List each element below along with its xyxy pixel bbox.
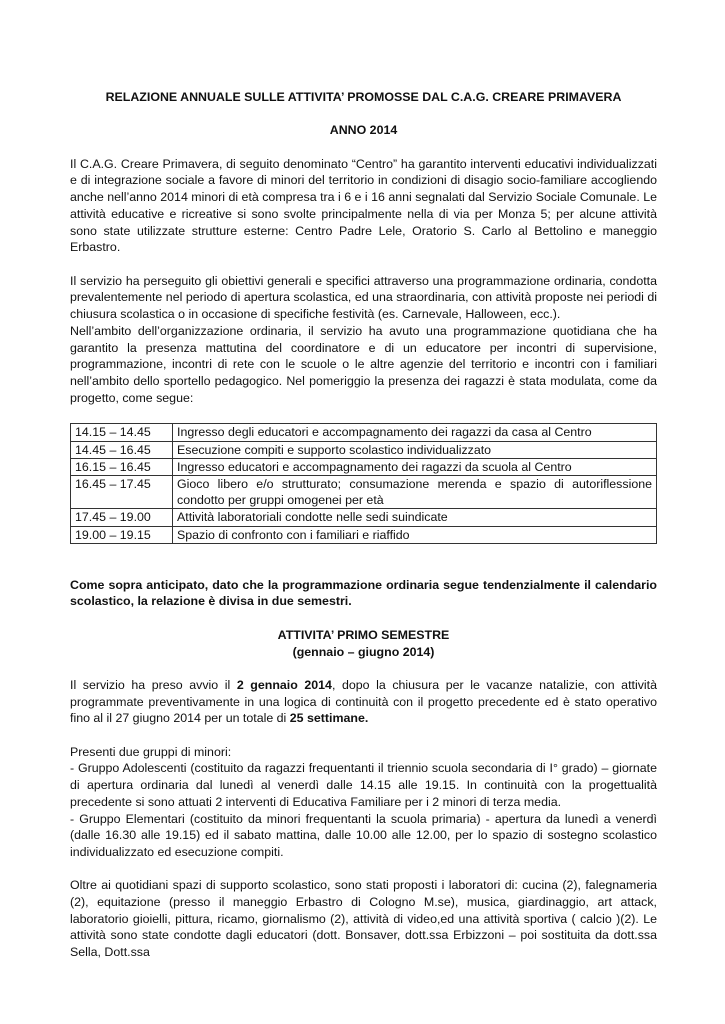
paragraph-start-text-2: , dopo la chiusura per le vacanze natalizie, con attività programmate preventivamente in una logica di continuità con il progetto precedente ed è stato operativo fino al il 27 giugno 2014 per un totale di [70, 677, 657, 726]
paragraph-objectives: Il servizio ha perseguito gli obiettivi generali e specifici attraverso una programmazione ordinaria, condotta prevalentemente nel periodo di apertura scolastica, ed una straordinaria, con attività proposte nei periodi di chiusura scolastica o in occasione di specifiche festività (es. Carnevale, Halloween, ecc.). [70, 273, 657, 322]
paragraph-workshops: Oltre ai quotidiani spazi di supporto scolastico, sono stati proposti i laboratori di: cucina (2), falegnameria (2), equitazione (presso il maneggio Erbastro di Cologno M.se), musica, giardinaggio, art attack, laboratorio gioielli, pittura, ricamo, giornalismo (2), attività di video,ed una attività sportiva ( calcio )(2). Le attività sono state condotte dagli educatori (dott. Bonsaver, dott.ssa Erbizzoni – poi sostituita da dott.ssa Sella, Dott.ssa [70, 878, 657, 960]
document-title: RELAZIONE ANNUALE SULLE ATTIVITA’ PROMOSSE DAL C.A.G. CREARE PRIMAVERA [105, 90, 622, 104]
start-date: 2 gennaio 2014 [236, 677, 332, 692]
table-row [71, 458, 657, 475]
schedule-activity: Attività laboratoriali condotte nelle sedi suindicate [173, 509, 657, 526]
schedule-time: 16.15 – 16.45 [71, 458, 173, 475]
table-row [71, 441, 657, 458]
section-title: ATTIVITA’ PRIMO SEMESTRE [277, 627, 450, 642]
paragraph-start-text: Il servizio ha preso avvio il [70, 677, 237, 692]
paragraph-group-adolescents: - Gruppo Adolescenti (costituito da ragazzi frequentanti il triennio scuola secondaria di I° grado) – giornate di apertura ordinaria dal lunedì al venerdì dalle 14.15 alle 19.15. In continuità con la progettualità precedente si sono attuati 2 interventi di Educativa Familiare per i 2 minori di terza media. [70, 761, 657, 809]
schedule-time: 19.00 – 19.15 [71, 526, 173, 543]
section-subtitle: (gennaio – giugno 2014) [292, 644, 435, 659]
schedule-time: 14.15 – 14.45 [71, 424, 173, 441]
table-row [71, 475, 657, 508]
paragraph-group-elementary: - Gruppo Elementari (costituito da minori frequentanti la scuola primaria) - apertura da lunedì a venerdì (dalle 16.30 alle 19.15) ed il sabato mattina, dalle 10.00 alle 12.00, per lo spazio di sostegno scolastico individualizzato ed esecuzione compiti. [70, 811, 657, 859]
document-subtitle: ANNO 2014 [329, 123, 398, 138]
schedule-time: 16.45 – 17.45 [71, 475, 173, 508]
schedule-activity: Spazio di confronto con i familiari e riaffido [173, 526, 657, 543]
paragraph-groups-intro: Presenti due gruppi di minori: [70, 744, 232, 759]
table-row [71, 509, 657, 526]
schedule-time: 14.45 – 16.45 [71, 441, 173, 458]
table-row [71, 424, 657, 441]
schedule-activity: Ingresso degli educatori e accompagnamento dei ragazzi da casa al Centro [173, 424, 657, 441]
paragraph-organization: Nell’ambito dell’organizzazione ordinaria, il servizio ha avuto una programmazione quotidiana che ha garantito la presenza mattutina del coordinatore e di un educatore per incontri di supervisione, programmazione, incontri di rete con le scuole o le altre agenzie del territorio e incontri con i familiari nell’ambito dello sportello pedagogico. Nel pomeriggio la presenza dei ragazzi è stata modulata, come da progetto, come segue: [70, 323, 657, 405]
schedule-activity: Esecuzione compiti e supporto scolastico individualizzato [173, 441, 657, 458]
paragraph-start [70, 677, 657, 727]
schedule-activity: Gioco libero e/o strutturato; consumazione merenda e spazio di autoriflessione condotto per gruppi omogenei per età [173, 475, 657, 508]
schedule-time: 17.45 – 19.00 [71, 509, 173, 526]
schedule-table [70, 423, 657, 543]
total-weeks: 25 settimane. [289, 711, 369, 726]
semester-note: Come sopra anticipato, dato che la programmazione ordinaria segue tendenzialmente il calendario scolastico, la relazione è divisa in due semestri. [70, 577, 657, 609]
table-row [71, 526, 657, 543]
paragraph-intro: Il C.A.G. Creare Primavera, di seguito denominato “Centro” ha garantito interventi educativi individualizzati e di integrazione sociale a favore di minori del territorio in condizioni di disagio socio-familiare accogliendo anche nell’anno 2014 minori di età compresa tra i 6 e i 16 anni segnalati dal Servizio Sociale Comunale. Le attività educative e ricreative si sono svolte principalmente nella di via per Monza 5; per alcune attività sono state utilizzate strutture esterne: Centro Padre Lele, Oratorio S. Carlo al Bettolino e maneggio Erbastro. [70, 156, 657, 255]
schedule-activity: Ingresso educatori e accompagnamento dei ragazzi da scuola al Centro [173, 458, 657, 475]
